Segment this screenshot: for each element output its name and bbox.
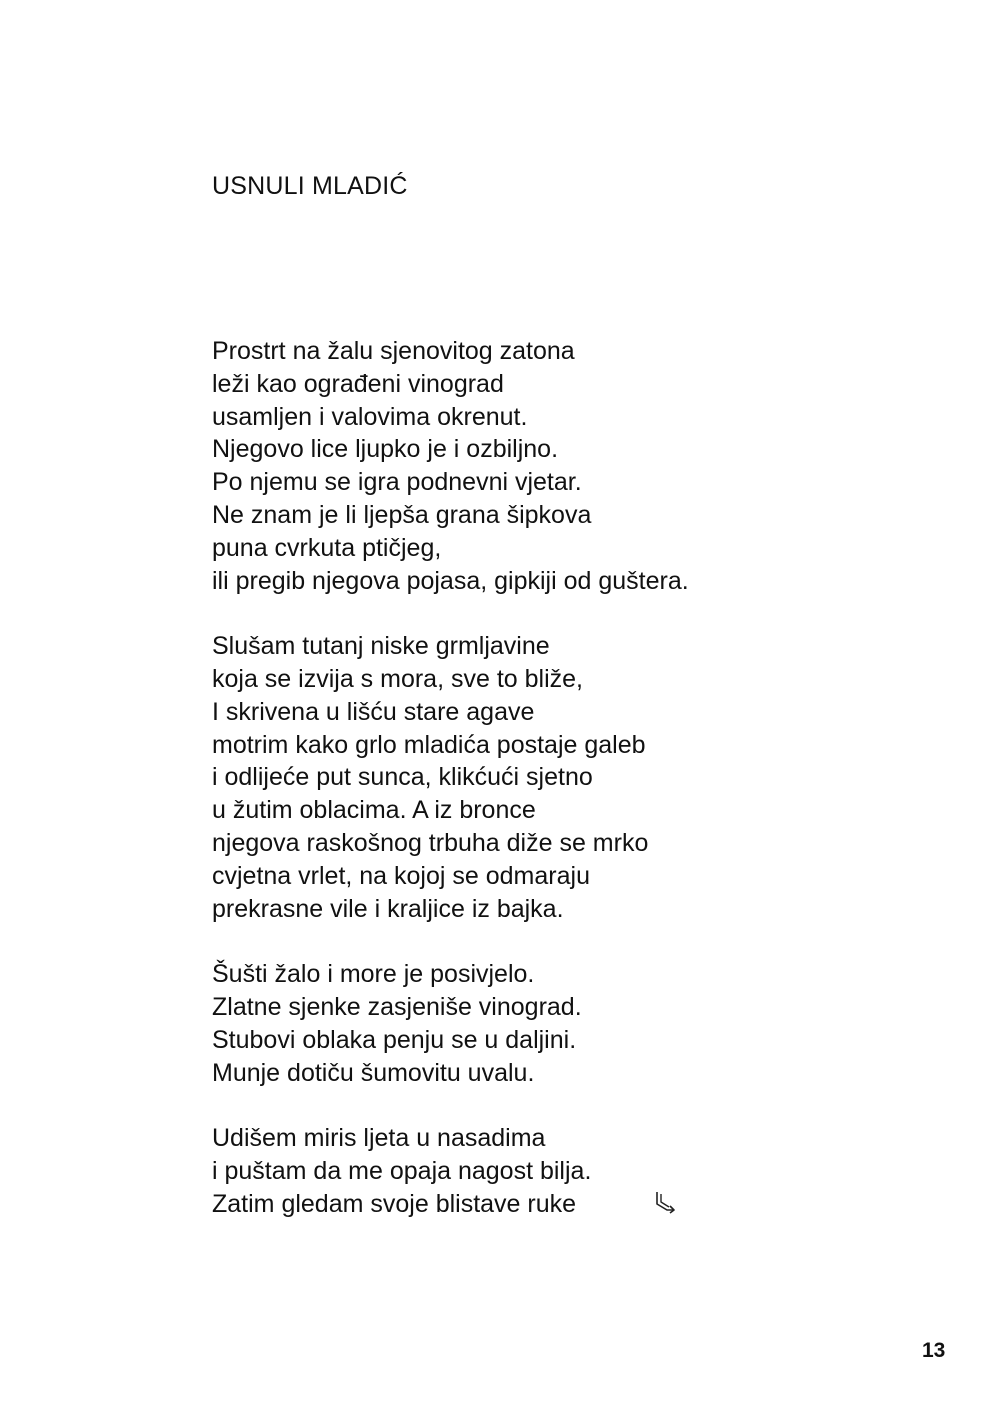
poem-line: Po njemu se igra podnevni vjetar. <box>212 468 582 497</box>
poem-line: usamljen i valovima okrenut. <box>212 402 528 431</box>
poem-line: Zatim gledam svoje blistave ruke <box>212 1189 577 1218</box>
poem-line: ili pregib njegova pojasa, gipkiji od guštera. <box>212 566 689 595</box>
poem-line: Prostrt na žalu sjenovitog zatona <box>212 337 575 365</box>
poem-line: motrim kako grlo mladića postaje galeb <box>212 730 646 759</box>
poem-line: Šušti žalo i more je posivjelo. <box>212 960 535 989</box>
page-title: USNULI MLADIĆ <box>212 172 408 200</box>
stanza-2 <box>212 630 832 925</box>
poem-line: i puštam da me opaja nagost bilja. <box>212 1156 592 1185</box>
poem-line: prekrasne vile i kraljice iz bajka. <box>212 894 564 923</box>
poem-line: koja se izvija s mora, sve to bliže, <box>212 664 583 693</box>
poem-line: I skrivena u lišću stare agave <box>212 697 535 726</box>
stanza-1 <box>212 335 832 597</box>
stanza-3 <box>212 958 832 1089</box>
poem-line: Munje dotiču šumovitu uvalu. <box>212 1058 535 1087</box>
poem-line: Slušam tutanj niske grmljavine <box>212 632 550 661</box>
poem-line: Zlatne sjenke zasjeniše vinograd. <box>212 992 582 1021</box>
poem-body <box>212 335 832 1253</box>
poem-line: puna cvrkuta ptičjeg, <box>212 533 442 562</box>
poem-line: leži kao ograđeni vinograd <box>212 369 504 398</box>
page-turn-arrow-icon <box>652 1189 678 1215</box>
page-number: 13 <box>922 1339 946 1362</box>
poem-line: u žutim oblacima. A iz bronce <box>212 796 536 825</box>
stanza-4 <box>212 1122 832 1220</box>
poem-line: Stubovi oblaka penju se u daljini. <box>212 1025 577 1054</box>
poem-line: Udišem miris ljeta u nasadima <box>212 1124 546 1153</box>
poem-line: cvjetna vrlet, na kojoj se odmaraju <box>212 861 590 890</box>
poem-line: i odlijeće put sunca, klikćući sjetno <box>212 763 593 792</box>
poem-line: njegova raskošnog trbuha diže se mrko <box>212 828 649 857</box>
poem-line: Njegovo lice ljupko je i ozbiljno. <box>212 435 559 464</box>
poem-line: Ne znam je li ljepša grana šipkova <box>212 500 592 529</box>
